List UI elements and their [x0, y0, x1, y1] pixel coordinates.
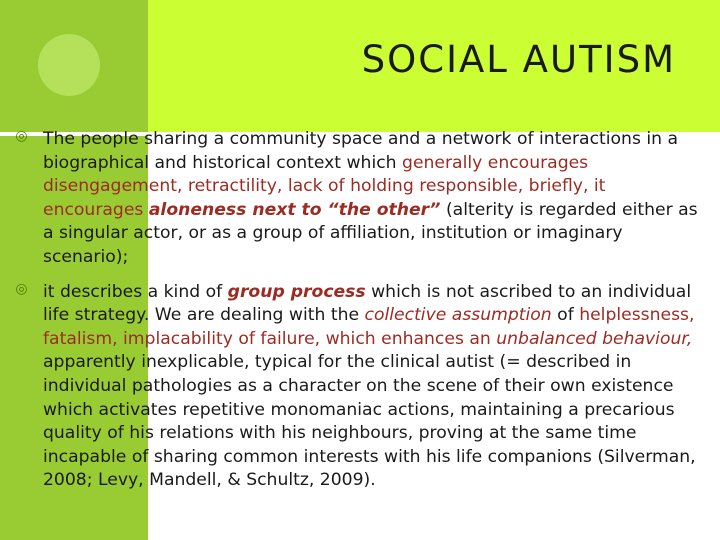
slide-title: SOCIAL AUTISM [361, 38, 676, 81]
slide-body [14, 128, 710, 493]
bullet-item [14, 128, 710, 270]
target-bullet-icon: ◎ [15, 280, 28, 297]
bullet-text: The people sharing a community space and a network of interactions in a biographical and historical context which generally encourages disengagement, retractility, lack of holding responsible, briefly, it encourages aloneness next to “the other” (alterity is regarded either as a singular actor, or as a group of affiliation, institution or imaginary scenario); [43, 129, 698, 267]
bullet-item [14, 281, 710, 493]
target-bullet-icon: ◎ [15, 128, 28, 144]
decorative-circle [38, 34, 100, 96]
bullet-text: it describes a kind of group process which is not ascribed to an individual life strategy. We are dealing with the collective assumption of helplessness, fatalism, implacability of failure, which enhances an unbalanced behaviour, apparently inexplicable, typical for the clinical autist (= described in individual pathologies as a character on the scene of their own existence which activates repetitive monomaniac actions, maintaining a precarious quality of his relations with his neighbours, proving at the same time incapable of sharing common interests with his life companions (Silverman, 2008; Levy, Mandell, & Schultz, 2009). [43, 281, 696, 491]
